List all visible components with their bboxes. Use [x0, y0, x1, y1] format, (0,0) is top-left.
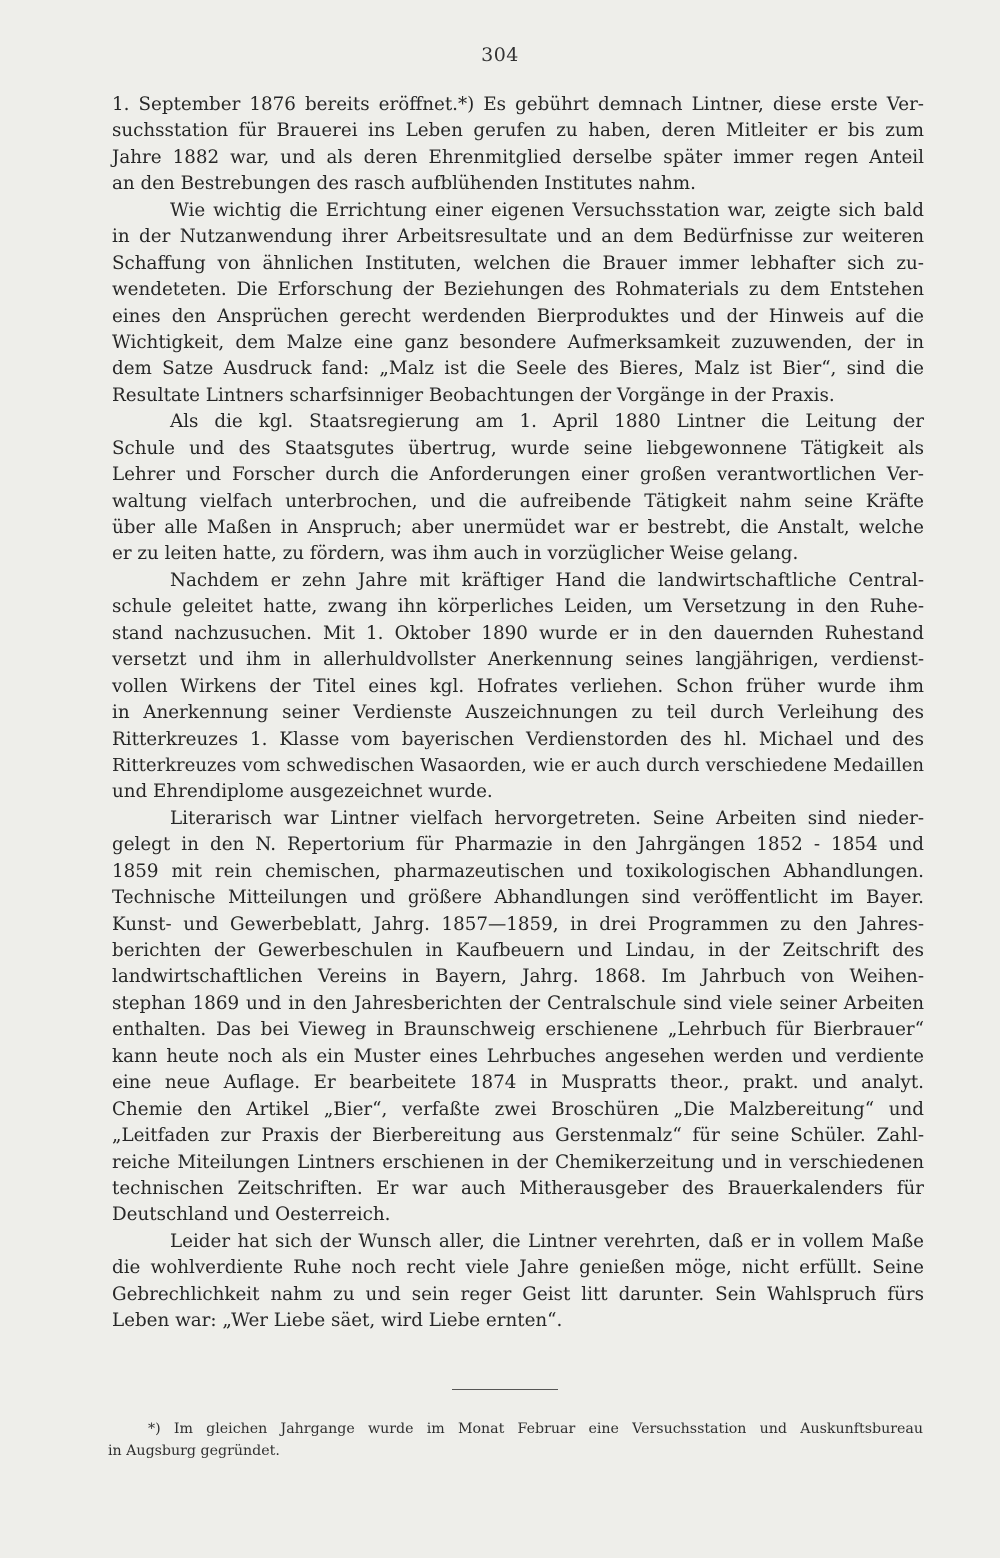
text-line: kann heute noch als ein Muster eines Lehrbuches angesehen werden und verdiente — [112, 1045, 924, 1067]
text-line: und Ehrendiplome ausgezeichnet wurde. — [112, 781, 493, 803]
text-line: wendeteten. Die Erforschung der Beziehungen des Rohmaterials zu dem Entstehen — [112, 279, 924, 301]
text-line: Jahre 1882 war, und als deren Ehrenmitglied derselbe später immer regen Anteil — [112, 146, 924, 168]
text-line: an den Bestrebungen des rasch aufblühenden Institutes nahm. — [112, 173, 696, 195]
text-line: in der Nutzanwendung ihrer Arbeitsresultate und an dem Bedürfnisse zur weiteren — [112, 226, 924, 248]
text-line: „Leitfaden zur Praxis der Bierbereitung aus Gerstenmalz“ für seine Schüler. Zahl- — [112, 1125, 924, 1147]
text-line: Schaffung von ähnlichen Instituten, welchen die Brauer immer lebhafter sich zu- — [112, 252, 924, 274]
text-line: Deutschland und Oesterreich. — [112, 1204, 391, 1226]
text-line: Als die kgl. Staatsregierung am 1. April 1880 Lintner die Leitung der — [170, 411, 924, 433]
text-line: stephan 1869 und in den Jahresberichten der Centralschule sind viele seiner Arbeiten — [112, 992, 924, 1014]
text-line: 1. September 1876 bereits eröffnet.*) Es gebührt demnach Lintner, diese erste Ver- — [112, 94, 924, 115]
text-line: er zu leiten hatte, zu fördern, was ihm auch in vorzüglicher Weise gelang. — [112, 543, 799, 565]
text-line: Lehrer und Forscher durch die Anforderungen einer großen verantwortlichen Ver- — [112, 464, 924, 486]
text-line: gelegt in den N. Repertorium für Pharmazie in den Jahrgängen 1852 - 1854 und — [112, 834, 924, 856]
text-line: reiche Miteilungen Lintners erschienen in der Chemikerzeitung und in verschiedenen — [112, 1151, 924, 1173]
section-divider — [452, 1389, 558, 1390]
text-line: Schule und des Staatsgutes übertrug, wurde seine liebgewonnene Tätigkeit als — [112, 437, 924, 459]
text-line: über alle Maßen in Anspruch; aber unermüdet war er bestrebt, die Anstalt, welche — [112, 517, 924, 538]
text-line: Nachdem er zehn Jahre mit kräftiger Hand die landwirtschaftliche Central- — [170, 569, 924, 591]
paragraph-1 — [112, 92, 924, 198]
text-line: die wohlverdiente Ruhe noch recht viele Jahre genießen möge, nicht erfüllt. Seine — [112, 1257, 924, 1279]
text-line: schule geleitet hatte, zwang ihn körperliches Leiden, um Versetzung in den Ruhe- — [112, 596, 924, 618]
text-line: 1859 mit rein chemischen, pharmazeutischen und toxikologischen Abhandlungen. — [112, 860, 924, 882]
text-line: eine neue Auflage. Er bearbeitete 1874 in Muspratts theor., prakt. und analyt. — [112, 1072, 924, 1094]
paragraph-6 — [112, 1229, 924, 1335]
text-line: Literarisch war Lintner vielfach hervorgetreten. Seine Arbeiten sind nieder- — [170, 807, 924, 829]
text-line: eines den Ansprüchen gerecht werdenden Bierproduktes und der Hinweis auf die — [112, 305, 924, 327]
text-line: berichten der Gewerbeschulen in Kaufbeuern und Lindau, in der Zeitschrift des — [112, 940, 924, 961]
body-text — [112, 92, 924, 1335]
paragraph-3 — [112, 409, 924, 568]
text-line: dem Satze Ausdruck fand: „Malz ist die Seele des Bieres, Malz ist Bier“, sind die — [112, 358, 924, 380]
text-line: Gebrechlichkeit nahm zu und sein reger Geist litt darunter. Sein Wahlspruch fürs — [112, 1283, 924, 1305]
text-line: Technische Mitteilungen und größere Abhandlungen sind veröffentlicht im Bayer. — [112, 887, 924, 909]
page-number: 304 — [481, 44, 519, 66]
footnote-line: *) Im gleichen Jahrgange wurde im Monat Februar eine Versuchsstation und Auskunftsbureau — [148, 1421, 923, 1437]
text-line: versetzt und ihm in allerhuldvollster Anerkennung seines langjährigen, verdienst- — [112, 649, 924, 671]
text-line: suchsstation für Brauerei ins Leben gerufen zu haben, deren Mitleiter er bis zum — [112, 120, 924, 142]
text-line: in Anerkennung seiner Verdienste Auszeichnungen zu teil durch Verleihung des — [112, 702, 924, 724]
footnote-line: in Augsburg gegründet. — [108, 1443, 280, 1459]
text-line: technischen Zeitschriften. Er war auch Mitherausgeber des Brauerkalenders für — [112, 1177, 924, 1199]
text-line: Ritterkreuzes vom schwedischen Wasaorden, wie er auch durch verschiedene Medaillen — [112, 754, 924, 776]
text-line: waltung vielfach unterbrochen, und die aufreibende Tätigkeit nahm seine Kräfte — [112, 490, 924, 512]
text-line: Leben war: „Wer Liebe säet, wird Liebe ernten“. — [112, 1310, 563, 1332]
text-line: landwirtschaftlichen Vereins in Bayern, Jahrg. 1868. Im Jahrbuch von Weihen- — [112, 966, 924, 988]
text-line: enthalten. Das bei Vieweg in Braunschweig erschienene „Lehrbuch für Bierbrauer“ — [112, 1019, 924, 1041]
paragraph-2 — [112, 198, 924, 410]
text-line: Resultate Lintners scharfsinniger Beobachtungen der Vorgänge in der Praxis. — [112, 384, 835, 406]
text-line: stand nachzusuchen. Mit 1. Oktober 1890 wurde er in den dauernden Ruhestand — [112, 622, 924, 644]
footnote — [108, 1418, 923, 1462]
text-line: Kunst- und Gewerbeblatt, Jahrg. 1857—1859, in drei Programmen zu den Jahres- — [112, 913, 924, 935]
text-line: Wichtigkeit, dem Malze eine ganz besondere Aufmerksamkeit zuzuwenden, der in — [112, 331, 924, 353]
text-line: vollen Wirkens der Titel eines kgl. Hofrates verliehen. Schon früher wurde ihm — [112, 675, 924, 697]
paragraph-4 — [112, 568, 924, 806]
text-line: Chemie den Artikel „Bier“, verfaßte zwei Broschüren „Die Malzbereitung“ und — [112, 1098, 924, 1120]
text-line: Wie wichtig die Errichtung einer eigenen Versuchsstation war, zeigte sich bald — [170, 199, 924, 221]
text-line: Ritterkreuzes 1. Klasse vom bayerischen Verdienstorden des hl. Michael und des — [112, 728, 924, 750]
text-line: Leider hat sich der Wunsch aller, die Lintner verehrten, daß er in vollem Maße — [170, 1230, 924, 1252]
paragraph-5 — [112, 806, 924, 1229]
